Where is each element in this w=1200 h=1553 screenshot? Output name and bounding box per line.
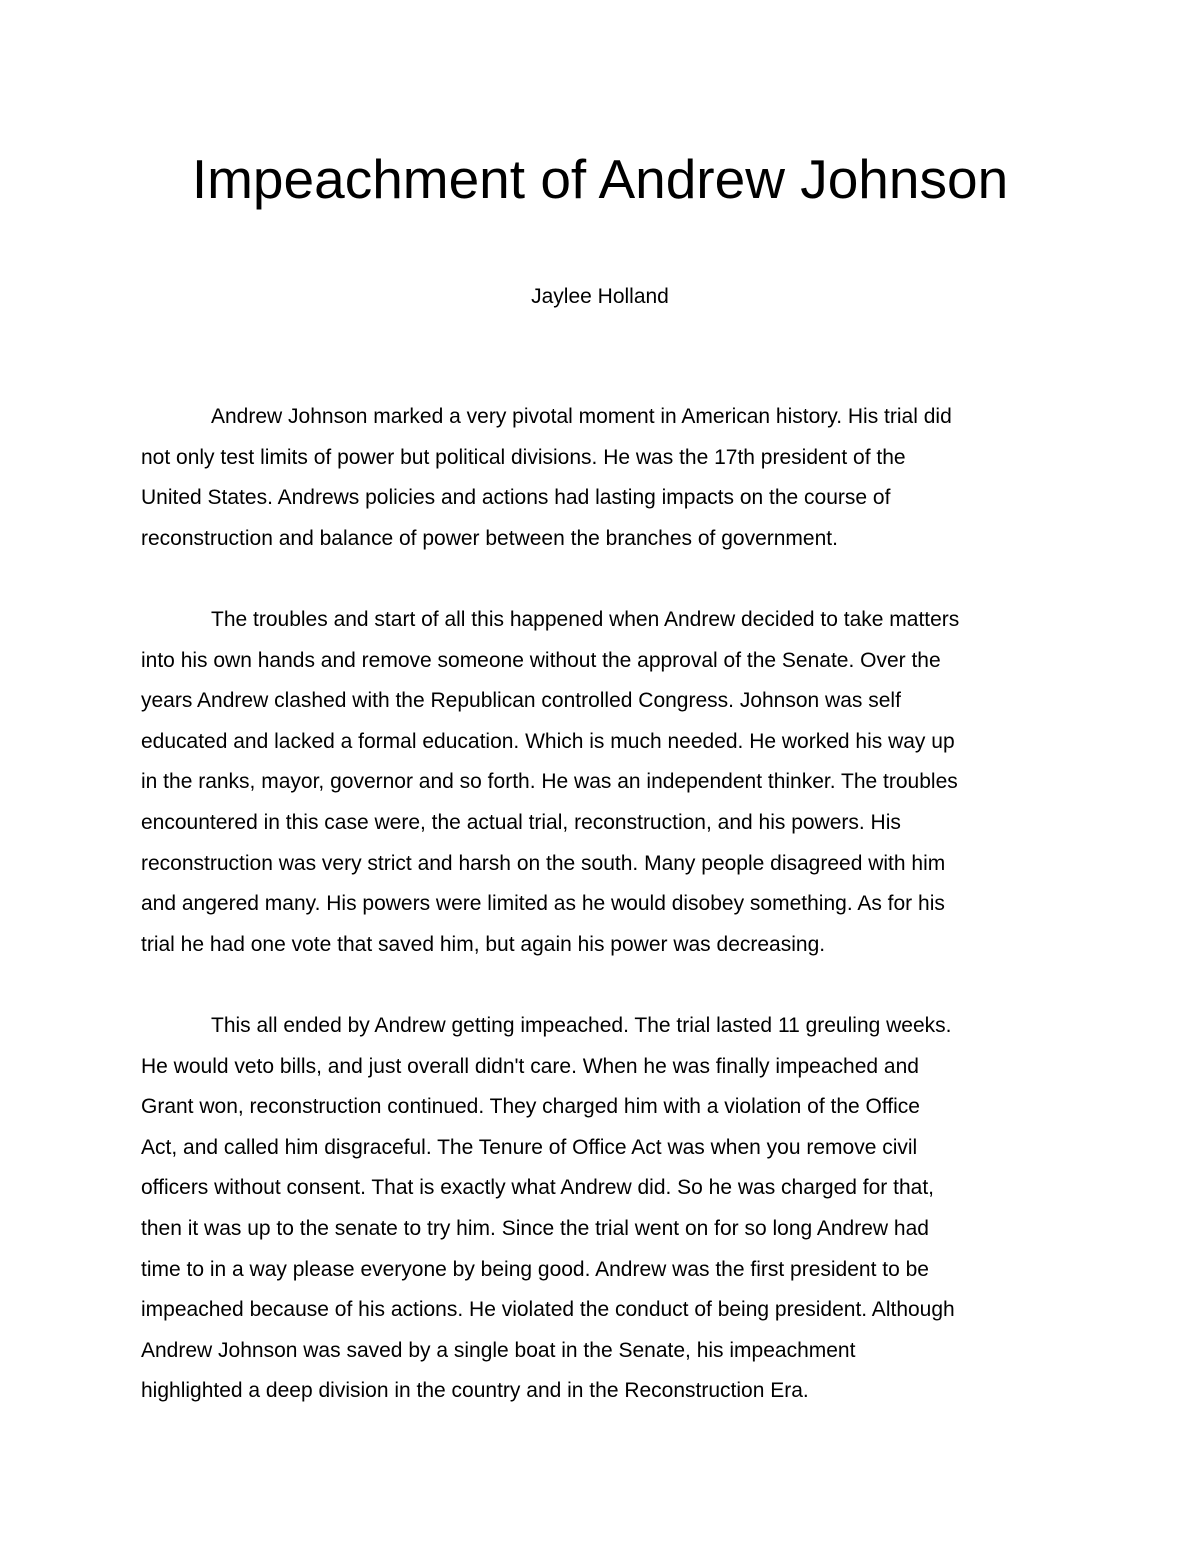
paragraph-line: reconstruction was very strict and harsh on the south. Many people disagreed with him [141, 851, 946, 875]
paragraph-line: Act, and called him disgraceful. The Tenure of Office Act was when you remove civil [141, 1135, 918, 1159]
author-name: Jaylee Holland [531, 285, 669, 308]
paragraph-line: trial he had one vote that saved him, but again his power was decreasing. [141, 932, 826, 956]
paragraph-line: in the ranks, mayor, governor and so forth. He was an independent thinker. The troubles [141, 770, 958, 794]
paragraph-line: then it was up to the senate to try him. Since the trial went on for so long Andrew had [141, 1216, 929, 1240]
paragraph-line: impeached because of his actions. He violated the conduct of being president. Although [141, 1298, 955, 1322]
paragraph-line: educated and lacked a formal education. Which is much needed. He worked his way up [141, 729, 955, 753]
paragraph-1 [141, 397, 1061, 559]
paragraph-line: Andrew Johnson was saved by a single boat in the Senate, his impeachment [141, 1338, 856, 1362]
paragraph-line: United States. Andrews policies and actions had lasting impacts on the course of [141, 486, 891, 510]
paragraph-line: into his own hands and remove someone without the approval of the Senate. Over the [141, 648, 941, 672]
document-title: Impeachment of Andrew Johnson [191, 148, 1009, 210]
paragraph-line: time to in a way please everyone by being good. Andrew was the first president to be [141, 1257, 929, 1281]
paragraph-line: officers without consent. That is exactly what Andrew did. So he was charged for that, [141, 1176, 934, 1200]
paragraph-line: This all ended by Andrew getting impeached. The trial lasted 11 greuling weeks. [211, 1014, 952, 1037]
paragraph-line: not only test limits of power but political divisions. He was the 17th president of the [141, 445, 906, 469]
paragraph-line: He would veto bills, and just overall didn't care. When he was finally impeached and [141, 1054, 919, 1078]
paragraph-2 [141, 600, 1061, 965]
paragraph-3 [141, 1006, 1061, 1412]
paragraph-line: encountered in this case were, the actual trial, reconstruction, and his powers. His [141, 810, 901, 834]
paragraph-line: Grant won, reconstruction continued. They charged him with a violation of the Office [141, 1095, 920, 1119]
paragraph-line: Andrew Johnson marked a very pivotal moment in American history. His trial did [211, 405, 952, 428]
paragraph-line: reconstruction and balance of power between the branches of government. [141, 526, 838, 550]
paragraph-line: and angered many. His powers were limited as he would disobey something. As for his [141, 892, 945, 916]
paragraph-line: years Andrew clashed with the Republican controlled Congress. Johnson was self [141, 689, 901, 713]
paragraph-line: highlighted a deep division in the country and in the Reconstruction Era. [141, 1379, 809, 1403]
paragraph-line: The troubles and start of all this happened when Andrew decided to take matters [211, 608, 960, 631]
